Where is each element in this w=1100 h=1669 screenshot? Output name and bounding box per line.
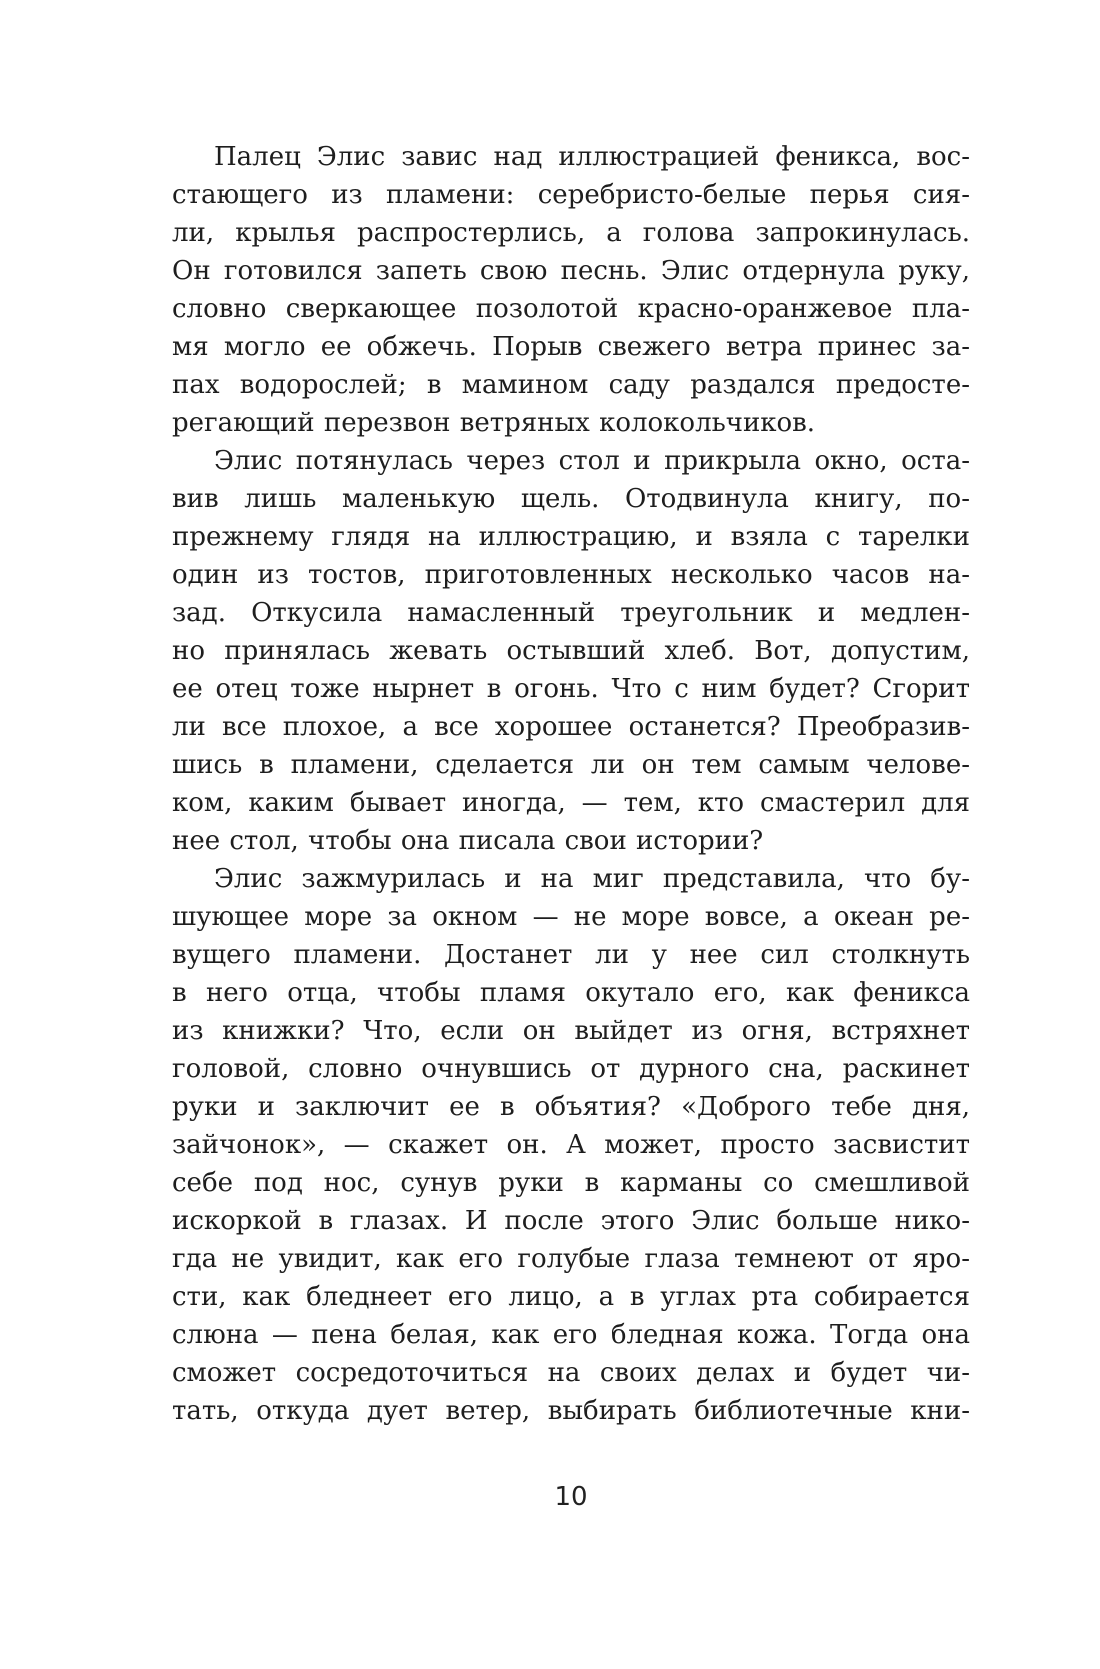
text-line: руки и заключит ее в объятия? «Доброго тебе дня,: [172, 1092, 970, 1122]
text-line: зайчонок», — скажет он. А может, просто засвистит: [172, 1130, 970, 1160]
text-line: один из тостов, приготовленных несколько часов на-: [172, 560, 970, 590]
text-line: себе под нос, сунув руки в карманы со смешливой: [172, 1168, 970, 1198]
text-line: словно сверкающее позолотой красно-оранжевое пла-: [172, 294, 970, 324]
page-number: 10: [554, 1482, 588, 1512]
text-line: но принялась жевать остывший хлеб. Вот, допустим,: [172, 636, 970, 666]
text-line: искоркой в глазах. И после этого Элис больше нико-: [172, 1206, 970, 1236]
text-line: головой, словно очнувшись от дурного сна, раскинет: [172, 1054, 970, 1084]
text-line: регающий перезвон ветряных колокольчиков.: [172, 408, 816, 438]
text-line: ли, крылья распростерлись, а голова запрокинулась.: [172, 218, 970, 248]
text-line: шующее море за окном — не море вовсе, а океан ре-: [172, 902, 970, 932]
paragraph: [172, 442, 970, 860]
text-line: слюна — пена белая, как его бледная кожа. Тогда она: [172, 1320, 970, 1350]
text-line: гда не увидит, как его голубые глаза темнеют от яро-: [172, 1244, 970, 1274]
text-line: пах водорослей; в мамином саду раздался предосте-: [172, 370, 970, 400]
paragraph: [172, 138, 970, 442]
text-line: вив лишь маленькую щель. Отодвинула книгу, по-: [172, 484, 970, 514]
text-line: ее отец тоже нырнет в огонь. Что с ним будет? Сгорит: [172, 674, 970, 704]
paragraph: [172, 860, 970, 1430]
text-line: мя могло ее обжечь. Порыв свежего ветра принес за-: [172, 332, 970, 362]
text-line: Он готовился запеть свою песнь. Элис отдернула руку,: [172, 256, 970, 286]
text-line: Палец Элис завис над иллюстрацией феникса, вос-: [214, 142, 970, 172]
text-line: вущего пламени. Достанет ли у нее сил столкнуть: [172, 940, 970, 970]
text-line: сти, как бледнеет его лицо, а в углах рта собирается: [172, 1282, 970, 1312]
text-line: ком, каким бывает иногда, — тем, кто смастерил для: [172, 788, 970, 818]
text-line: тать, откуда дует ветер, выбирать библиотечные кни-: [172, 1396, 970, 1426]
text-line: из книжки? Что, если он выйдет из огня, встряхнет: [172, 1016, 970, 1046]
text-line: в него отца, чтобы пламя окутало его, как феникса: [172, 978, 970, 1008]
text-line: прежнему глядя на иллюстрацию, и взяла с тарелки: [172, 522, 970, 552]
text-line: ли все плохое, а все хорошее останется? Преобразив-: [172, 712, 970, 742]
text-line: зад. Откусила намасленный треугольник и медлен-: [172, 598, 970, 628]
page-text: [172, 138, 970, 1430]
text-line: стающего из пламени: серебристо-белые перья сия-: [172, 180, 970, 210]
text-line: Элис потянулась через стол и прикрыла окно, оста-: [214, 446, 970, 476]
text-line: шись в пламени, сделается ли он тем самым челове-: [172, 750, 970, 780]
text-line: нее стол, чтобы она писала свои истории?: [172, 826, 764, 856]
text-line: Элис зажмурилась и на миг представила, что бу-: [214, 864, 970, 894]
text-line: сможет сосредоточиться на своих делах и будет чи-: [172, 1358, 970, 1388]
